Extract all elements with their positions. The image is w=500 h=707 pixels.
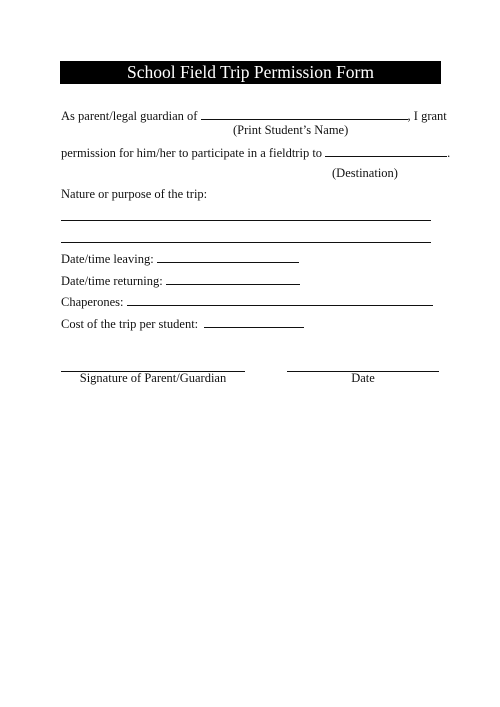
cost-field[interactable]	[204, 316, 304, 328]
chaperones-label: Chaperones:	[61, 295, 124, 309]
destination-field[interactable]	[325, 145, 447, 157]
guardian-prefix: As parent/legal guardian of	[61, 109, 198, 123]
purpose-label: Nature or purpose of the trip:	[61, 187, 208, 201]
student-name-caption: (Print Student’s Name)	[233, 123, 349, 137]
returning-row	[61, 273, 300, 289]
cost-row	[61, 316, 304, 332]
guardian-suffix: , I grant	[407, 109, 447, 123]
chaperones-field[interactable]	[127, 294, 433, 306]
guardian-line	[61, 108, 447, 124]
destination-caption: (Destination)	[332, 166, 398, 180]
permission-line	[61, 145, 450, 161]
purpose-line-1[interactable]	[61, 220, 431, 221]
student-name-field[interactable]	[201, 108, 408, 120]
chaperones-row	[61, 294, 433, 310]
form-title: School Field Trip Permission Form	[60, 61, 441, 84]
leaving-field[interactable]	[157, 251, 299, 263]
permission-suffix: .	[447, 146, 451, 160]
returning-label: Date/time returning:	[61, 274, 163, 288]
leaving-row	[61, 251, 299, 267]
returning-field[interactable]	[166, 273, 300, 285]
permission-prefix: permission for him/her to participate in a fieldtrip to	[61, 146, 323, 160]
purpose-line-2[interactable]	[61, 242, 431, 243]
cost-label: Cost of the trip per student:	[61, 317, 199, 331]
date-caption: Date	[351, 371, 375, 385]
leaving-label: Date/time leaving:	[61, 252, 154, 266]
signature-caption: Signature of Parent/Guardian	[79, 371, 227, 385]
